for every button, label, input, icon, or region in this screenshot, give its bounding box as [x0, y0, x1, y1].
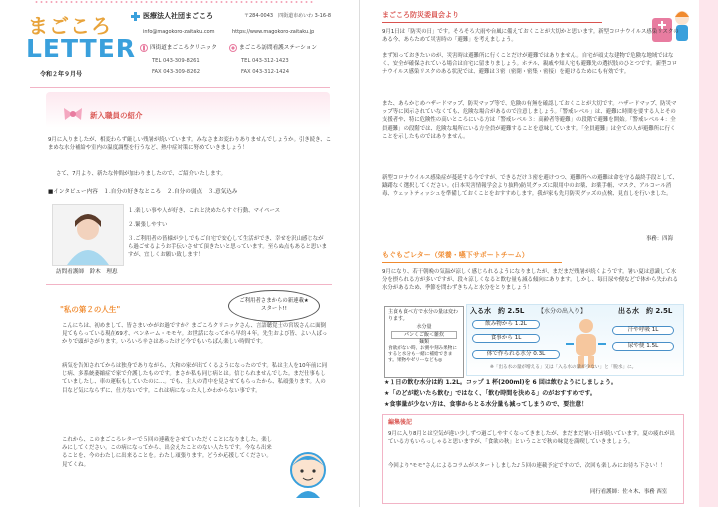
org-url[interactable]: https://www.magokoro-zaitaku.jp [232, 29, 315, 35]
org-postal: 〒284-0043 四街道市めいわ 3-16-8 [244, 13, 331, 19]
clinic-fax: FAX 043-309-8262 [152, 69, 201, 75]
staple-line-2: パンくご飯＜雑炊 [391, 331, 457, 340]
staff-photo-illustration [53, 205, 123, 265]
intro-heading-bg [46, 92, 330, 128]
org-name: 医療法人社団まごころ [143, 12, 213, 20]
out-item-sweat: 汗や呼吸 1L [612, 326, 674, 335]
staple-food-box [384, 306, 464, 378]
tip-2: ★「のどが乾いたら飲む」ではなく、「飲む時間を決める」のがおすすめです。 [384, 390, 596, 397]
bousai-heading: まごころ防災委員会より [382, 11, 459, 19]
bousai-paragraph-3: また、あらかじめハザードマップ、防災マップ等で、危険の有無を確認しておくことが大切です。ハザードマップ、防災マップ等に図示されていなくても、危険な場合があるので注意しましょう。「警戒レベル」は、避難に時間を要する人とその支援者や、特に危険性の高いところにいる方は「警戒レベル３：高齢者等避難」の段階で避難を開始。「警戒レベル４：全員避難」の段階では、危険な場所にいる方全員が避難することを意味しています。「全員避難」は全ての人が避難所に行くことを示したものではありません。 [382, 101, 677, 140]
water-balance-label: 【水分の出入り】 [538, 308, 587, 315]
issue-date: 令和２年９月号 [40, 71, 83, 78]
pink-side-strip [699, 0, 718, 507]
logo-line2: LETTER [26, 34, 137, 63]
logo-line1: まごころ [28, 14, 112, 38]
writer-avatar-illustration [286, 448, 330, 498]
mogu-underline [382, 262, 562, 263]
life-paragraph-2: 病気を告知されてからは独身でありながら、大和の家が出てくるようになったのです。私は主人を10年前に同じ病、多系統萎縮症で家で介護したものです。まさか私も同じ病とは。信じられませんでした。まだ仕事もしていましたし、車の運転もしていたのに…。でも、主人の背中を見させてもらったから、私頑張ります。人の目など気にならずに、仕方ないです。これは病になった人しかわからない事です。 [62, 363, 328, 394]
bousai-signature: 事務：四海 [646, 236, 673, 242]
new-series-bubble [228, 290, 320, 322]
answer-3: ３.ご利用者の皆様が少しでもご自宅で安心して生活ができ、幸せを沢山感じながら過ごせるようお手伝いさせて頂きたいと思っています。至らぬ点もあると思いますが、宜しくお願い致します！ [128, 236, 328, 259]
answer-1: １.楽しい事や人が好き、これと決めたらすぐ行動、マイペース [128, 208, 281, 214]
in-item-body: 体で作られる水分 0.3L [472, 350, 560, 359]
clinic-tel: TEL 043-309-8261 [152, 58, 200, 64]
life-paragraph-1: こんにちは、初めまして、皆さまいかがお過ですか？まごころクリニックさん、言語聴覚士の宮坂さんに面倒見てもらっている現在69才、ペンネーム・モモヤ。お世話になってから早約４年。先生および皆、よい人ばっかりで頭がさがります。いろいろ辛さはあったけど今でもいちばん楽しい時間です。 [62, 323, 328, 346]
intro-paragraph-2: さて、7月より、新たな仲間が加わりましたので、ご紹介いたします。 [56, 171, 226, 177]
station-name: まごころ訪問看護ステーション [239, 45, 317, 51]
interview-label: ■インタビュー内容 １.自分の好きなところ ２.自分の弱点 ３.意気込み [48, 189, 238, 195]
org-email[interactable]: info@magokoro-zaitaku.com [143, 29, 215, 35]
answer-2: ２.緊張しやすい [128, 222, 168, 228]
life-paragraph-3: これから、このまごころレターで５回の連載をさせていただくことになりました。楽しみにしてください。この病になってから、出会えたことのない人たちです。今なら出来ることを、今のわたしに出来ることを。わたし頑張ります。どうか応援してください。見てくね。 [62, 437, 273, 468]
staple-line-3: 麺類 [418, 339, 429, 345]
editor-paragraph-2: 今回より"モモ"さんによるコラムがスタートしました♪５回の連載予定ですので、次回も楽しみにお待ち下さい！！ [388, 463, 666, 469]
dot-border-top [34, 0, 314, 4]
bow-icon [62, 103, 84, 125]
clinic-icon [140, 44, 148, 52]
right-page [359, 0, 718, 507]
staple-food-title: 主食も食べ方で水分の量は変わります。 [388, 309, 459, 322]
bousai-paragraph-1: 9月1日は「防災の日」です。そろそろ大雨や台風に備えておくことが大切かと思います。新型コロナウイルス感染リスクのある今、あらためて災害時の「避難」を考えましょう。 [382, 29, 679, 44]
clinic-name: 四街道まごころクリニック [150, 45, 217, 51]
water-footnote: ※「出る水の量が増える」又は「入る水の量が少ない」と「脱水」に。 [490, 365, 637, 370]
tip-1: ★１日の飲む水分は約 1.2L。コップ 1 杯(200ml)を 6 回は飲むようにしましょう。 [384, 379, 617, 386]
editor-paragraph-1: 9月に入り8月とは空気が違い少しずつ過ごしやすくなってきましたが、まだまだ暑い日が続いています。夏の疲れが出ている方もいらっしゃると思いますが、「食欲の秋」ということで秋の味覚を満喫していきましょう。 [388, 431, 675, 446]
header-divider [30, 87, 330, 88]
human-body-illustration [566, 318, 606, 370]
staff-caption: 訪問看護師 鈴木 理恵 [56, 269, 118, 275]
bousai-paragraph-4: 新型コロナウイルス感染症が蔓延する今ですが、できるだけ３密を避けつつ、避難所への避難は命を守る最終手段として、躊躇なく選択してください。(日本災害情報学会より抜粋)防災グッズに限用中のお薬、お薬手帳、マスク、アルコール消毒、ウェットティッシュを準備しておくことをおすすめします。我が家も先月防災グッズの点検、見直しを行いました。 [382, 175, 678, 198]
tip-3: ★食事量が少ない方は、食事からとる水分量も減ってしまうので、要注意！ [384, 401, 588, 408]
editor-signature: 同行看護師：佐々木、事務 西室 [590, 489, 668, 495]
cross-icon [131, 12, 140, 21]
staple-line-1: 水分量 [416, 324, 432, 330]
staff-photo [52, 204, 124, 266]
section-divider [46, 284, 332, 285]
in-item-drinks: 飲み物から 1.2L [472, 320, 540, 329]
mogu-paragraph-1: 9月になり、若干朝晩の気温が涼しく感じられるようになりましたが、まだまだ残暑が続くようです。暑い夏は意識して水分を摂られる方が多いですが、段々涼しくなると飲む量も減る傾向にあります。しかし、毎日尿や便などで体から失われる水分があるため、季節を問わずきちんと水分をとりましょう！ [382, 269, 679, 292]
intro-paragraph-1: 9月に入りましたが、相変わらず厳しい残暑が続いています。みなさまお変わりありませんでしょうか。引き続き、こまめな水分補給や室内の温度調整を行うなど、熱中症対策に努めていきましょう！ [48, 137, 332, 152]
bousai-paragraph-2: まず知っておきたいのが、災害時は避難所に行くことだけが避難ではありません。自宅が頑丈な建物で危険な地域ではなく、安全が確保されている場合は自宅に留まりましょう。ホテル、親戚や知人宅も避難先の選択肢のひとつです。新型コロナウイルス感染リスクのある状況では、避難は３密（密閉・密集・密接）を避けるためにも有効です。 [382, 53, 678, 76]
station-tel: TEL 043-312-1423 [241, 58, 289, 64]
life-heading: "私の第２の人生" [60, 305, 121, 314]
staple-line-4: 食欲がない時、お粥や刻み果物にすると水分も一緒に補給できます。果物やゼリーなども◎ [388, 345, 457, 363]
station-fax: FAX 043-312-1424 [241, 69, 290, 75]
in-item-food: 食事から 1L [472, 334, 540, 343]
new-series-text: ご利用者さまからの新連載★スタート!! [239, 298, 309, 312]
out-item-urine: 尿や便 1.5L [612, 342, 674, 351]
water-in-label: 入る水 約 2.5L [470, 307, 525, 315]
bousai-underline [382, 22, 602, 23]
mogu-heading: もぐもごレター（栄養・嚥下サポートチーム） [382, 251, 529, 259]
intro-heading: 新入職員の紹介 [90, 111, 143, 120]
water-out-label: 出る水 約 2.5L [618, 307, 673, 315]
station-icon [229, 44, 237, 52]
editor-heading: 編集後記 [388, 419, 413, 426]
